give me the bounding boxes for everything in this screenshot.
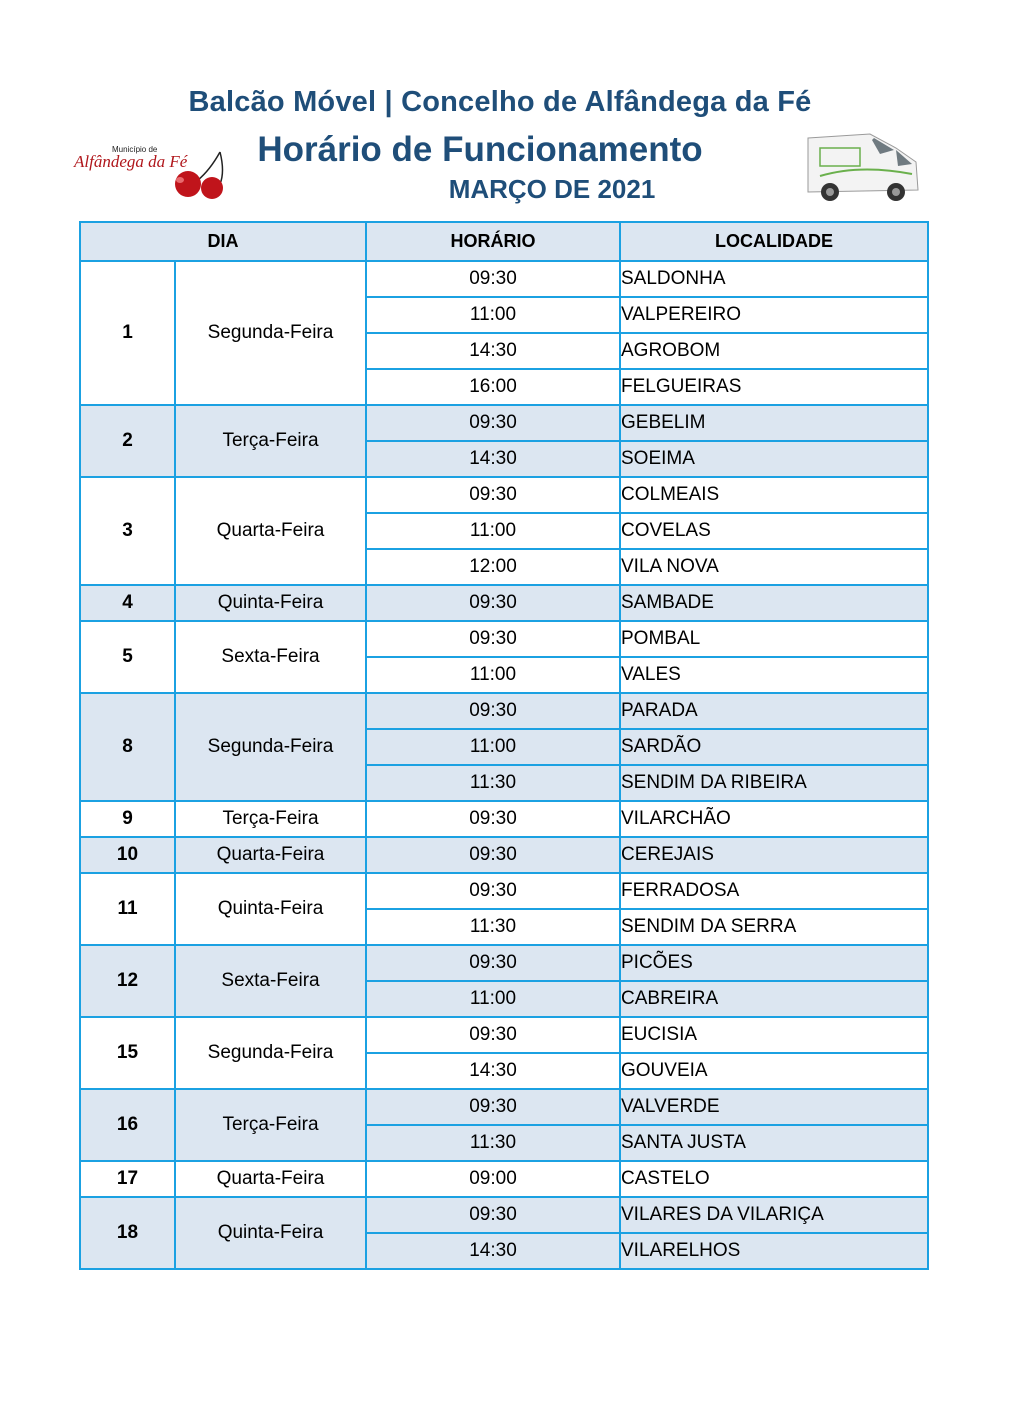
schedule-time: 09:30 (366, 621, 620, 657)
schedule-time: 09:30 (366, 261, 620, 297)
schedule-time: 14:30 (366, 333, 620, 369)
locality: PICÕES (620, 945, 928, 981)
table-row (80, 1161, 928, 1197)
weekday: Quarta-Feira (175, 837, 366, 873)
locality: SANTA JUSTA (620, 1125, 928, 1161)
locality: VILARCHÃO (620, 801, 928, 837)
weekday: Terça-Feira (175, 405, 366, 477)
locality: FELGUEIRAS (620, 369, 928, 405)
weekday: Quinta-Feira (175, 1197, 366, 1269)
schedule-time: 09:30 (366, 405, 620, 441)
header-horario: HORÁRIO (366, 222, 620, 261)
table-row (80, 693, 928, 729)
weekday: Sexta-Feira (175, 945, 366, 1017)
locality: CASTELO (620, 1161, 928, 1197)
table-row (80, 837, 928, 873)
day-number: 18 (80, 1197, 175, 1269)
schedule-time: 16:00 (366, 369, 620, 405)
header-dia: DIA (80, 222, 366, 261)
schedule-time: 11:00 (366, 657, 620, 693)
locality: VALPEREIRO (620, 297, 928, 333)
locality: SAMBADE (620, 585, 928, 621)
schedule-time: 09:30 (366, 585, 620, 621)
weekday: Segunda-Feira (175, 1017, 366, 1089)
weekday: Terça-Feira (175, 801, 366, 837)
table-row (80, 621, 928, 657)
locality: SENDIM DA RIBEIRA (620, 765, 928, 801)
weekday: Segunda-Feira (175, 693, 366, 801)
day-number: 9 (80, 801, 175, 837)
schedule-time: 14:30 (366, 1233, 620, 1269)
locality: EUCISIA (620, 1017, 928, 1053)
schedule-time: 09:30 (366, 1197, 620, 1233)
title-line2: Horário de Funcionamento (257, 130, 703, 169)
schedule-time: 09:30 (366, 873, 620, 909)
locality: POMBAL (620, 621, 928, 657)
locality: AGROBOM (620, 333, 928, 369)
schedule-time: 11:30 (366, 1125, 620, 1161)
weekday: Quinta-Feira (175, 873, 366, 945)
day-number: 15 (80, 1017, 175, 1089)
day-number: 12 (80, 945, 175, 1017)
schedule-time: 09:30 (366, 693, 620, 729)
day-number: 16 (80, 1089, 175, 1161)
table-row (80, 1197, 928, 1233)
schedule-time: 09:30 (366, 1089, 620, 1125)
locality: SOEIMA (620, 441, 928, 477)
schedule-time: 11:00 (366, 513, 620, 549)
svg-text:Alfândega da Fé: Alfândega da Fé (74, 152, 188, 171)
schedule-body (80, 261, 928, 1269)
schedule-time: 09:30 (366, 1017, 620, 1053)
day-number: 1 (80, 261, 175, 405)
municipality-logo (70, 140, 235, 200)
locality: VALES (620, 657, 928, 693)
locality: FERRADOSA (620, 873, 928, 909)
locality: VALVERDE (620, 1089, 928, 1125)
locality: VILARELHOS (620, 1233, 928, 1269)
title-line1: Balcão Móvel | Concelho de Alfândega da Fé (188, 86, 812, 118)
table-row (80, 1017, 928, 1053)
schedule-time: 09:00 (366, 1161, 620, 1197)
weekday: Terça-Feira (175, 1089, 366, 1161)
table-row (80, 1089, 928, 1125)
schedule-time: 14:30 (366, 1053, 620, 1089)
locality: PARADA (620, 693, 928, 729)
table-row (80, 945, 928, 981)
locality: VILARES DA VILARIÇA (620, 1197, 928, 1233)
day-number: 8 (80, 693, 175, 801)
schedule-time: 11:00 (366, 729, 620, 765)
schedule-time: 12:00 (366, 549, 620, 585)
schedule-time: 09:30 (366, 801, 620, 837)
day-number: 4 (80, 585, 175, 621)
day-number: 5 (80, 621, 175, 693)
title-line3: MARÇO DE 2021 (448, 174, 656, 204)
table-row (80, 585, 928, 621)
schedule-time: 11:30 (366, 765, 620, 801)
locality: CEREJAIS (620, 837, 928, 873)
schedule-time: 14:30 (366, 441, 620, 477)
locality: GEBELIM (620, 405, 928, 441)
schedule-time: 09:30 (366, 477, 620, 513)
locality: COVELAS (620, 513, 928, 549)
locality: SENDIM DA SERRA (620, 909, 928, 945)
day-number: 2 (80, 405, 175, 477)
schedule-time: 11:30 (366, 909, 620, 945)
header-localidade: LOCALIDADE (620, 222, 928, 261)
day-number: 10 (80, 837, 175, 873)
svg-text:Município de: Município de (112, 145, 158, 154)
table-row (80, 801, 928, 837)
mobile-van-image (800, 128, 924, 206)
locality: SALDONHA (620, 261, 928, 297)
locality: COLMEAIS (620, 477, 928, 513)
day-number: 11 (80, 873, 175, 945)
weekday: Segunda-Feira (175, 261, 366, 405)
weekday: Quarta-Feira (175, 1161, 366, 1197)
schedule-time: 09:30 (366, 945, 620, 981)
table-row (80, 477, 928, 513)
schedule-time: 11:00 (366, 981, 620, 1017)
schedule-time: 09:30 (366, 837, 620, 873)
day-number: 17 (80, 1161, 175, 1197)
day-number: 3 (80, 477, 175, 585)
weekday: Quarta-Feira (175, 477, 366, 585)
table-row (80, 873, 928, 909)
locality: GOUVEIA (620, 1053, 928, 1089)
weekday: Sexta-Feira (175, 621, 366, 693)
locality: VILA NOVA (620, 549, 928, 585)
table-row (80, 405, 928, 441)
locality: SARDÃO (620, 729, 928, 765)
table-header-row (80, 222, 928, 261)
table-row (80, 261, 928, 297)
locality: CABREIRA (620, 981, 928, 1017)
schedule-time: 11:00 (366, 297, 620, 333)
weekday: Quinta-Feira (175, 585, 366, 621)
schedule-table (79, 221, 929, 1270)
